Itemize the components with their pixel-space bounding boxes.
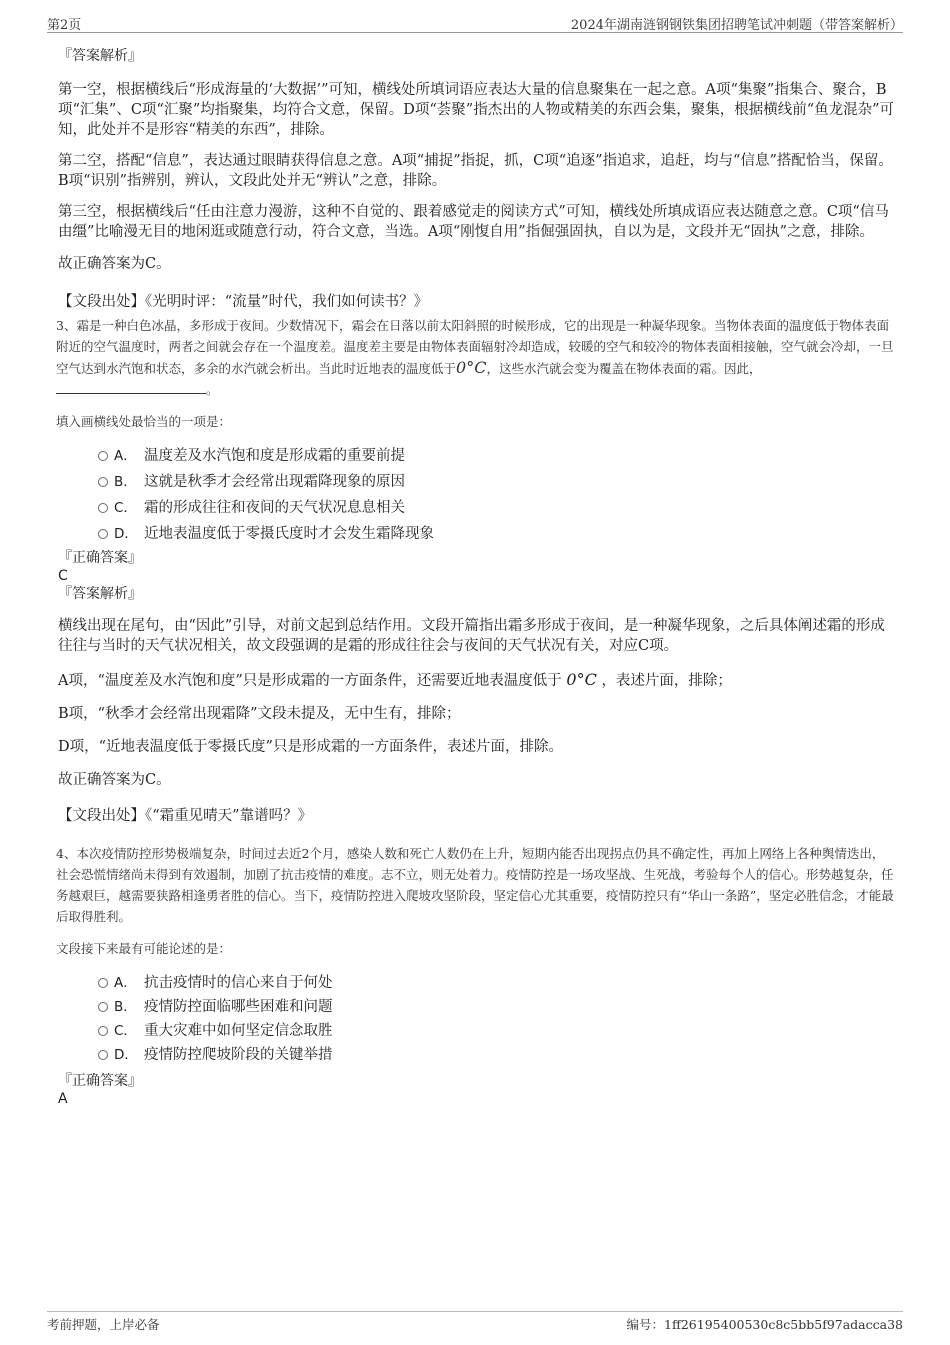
question-3-answer: C	[58, 568, 68, 584]
radio-icon[interactable]	[98, 978, 108, 988]
document-id: 编号：1ff26195400530c8c5bb5f97adacca38	[626, 1317, 903, 1332]
temperature-formula: 0°C	[456, 358, 487, 377]
q3-conclusion: 故正确答案为C。	[58, 772, 171, 788]
question-3-options	[56, 444, 896, 548]
page-header	[47, 14, 903, 33]
page-number: 第2页	[47, 18, 82, 33]
footer-slogan: 考前押题，上岸必备	[47, 1317, 160, 1332]
question-4-prompt: 文段接下来最有可能论述的是：	[56, 941, 232, 956]
correct-label: 『正确答案』	[58, 1073, 142, 1089]
q3-analysis-1: 横线出现在尾句，由“因此”引导，对前文起到总结作用。文段开篇指出霜多形成于夜间，是一种凝华现象，之后具体阐述霜的形成往往与当时的天气状况相关，故文段强调的是霜的形成往往会与夜间的天气状况有关，对应C项。	[58, 618, 885, 654]
option-c[interactable]: C． 重大灾难中如何坚定信念取胜	[56, 1019, 896, 1043]
analysis-label: 『答案解析』	[58, 586, 142, 602]
radio-icon[interactable]	[98, 1050, 108, 1060]
option-a[interactable]: A． 温度差及水汽饱和度是形成霜的重要前提	[56, 444, 896, 470]
option-c[interactable]: C． 霜的形成往往和夜间的天气状况息息相关	[56, 496, 896, 522]
page-footer	[47, 1311, 903, 1332]
question-3-prompt: 填入画横线处最恰当的一项是：	[56, 414, 232, 429]
q3-analysis-3: B项，“秋季才会经常出现霜降”文段未提及，无中生有，排除；	[58, 706, 461, 722]
option-b[interactable]: B． 疫情防控面临哪些困难和问题	[56, 995, 896, 1019]
page-content	[56, 46, 896, 1107]
question-4-options	[56, 971, 896, 1067]
option-b[interactable]: B． 这就是秋季才会经常出现霜降现象的原因	[56, 470, 896, 496]
prev-analysis-3: 第三空，根据横线后“任由注意力漫游，这种不自觉的、跟着感觉走的阅读方式”可知，横线处所填成语应表达随意之意。C项“信马由缰”比喻漫无目的地闲逛或随意行动，符合文意，当选。A项“刚愎自用”指倔强固执，自以为是，文段并无“固执”之意，排除。	[58, 204, 889, 240]
q3-analysis-4: D项，“近地表温度低于零摄氏度”只是形成霜的一方面条件，表述片面，排除。	[58, 739, 563, 755]
prev-analysis-1: 第一空，根据横线后“形成海量的‘大数据’”可知，横线处所填词语应表达大量的信息聚集在一起之意。A项“集聚”指集合、聚合，B项“汇集”、C项“汇聚”均指聚集，均符合文意，保留。D项“荟聚”指杰出的人物或精美的东西会集，聚集，根据横线前“鱼龙混杂”可知，此处并不是形容“精美的东西”，排除。	[58, 82, 895, 138]
radio-icon[interactable]	[98, 477, 108, 487]
q3-source: 【文段出处】《“霜重见晴天”靠谱吗？》	[58, 808, 313, 824]
question-4-answer: A	[58, 1091, 68, 1107]
option-a[interactable]: A． 抗击疫情时的信心来自于何处	[56, 971, 896, 995]
document-title: 2024年湖南涟钢钢铁集团招聘笔试冲刺题（带答案解析）	[570, 18, 903, 33]
question-3-text: 3、霜是一种白色冰晶，多形成于夜间。少数情况下，霜会在日落以前太阳斜照的时候形成，它的出现是一种凝华现象。当物体表面的温度低于物体表面附近的空气温度时，两者之间就会存在一个温度差。温度差主要是由物体表面辐射冷却造成，较暖的空气和较冷的物体表面相接触，空气就会冷却，一旦空气达到水汽饱和状态，多余的水汽就会析出。当此时近地表的温度低于0°C，这些水汽就会变为覆盖在物体表面的霜。因此，。	[56, 318, 894, 397]
q3-analysis-2: A项，“温度差及水汽饱和度”只是形成霜的一方面条件，还需要近地表温度低于 0°C ，表述片面，排除；	[58, 670, 732, 689]
option-d[interactable]: D． 疫情防控爬坡阶段的关键举措	[56, 1043, 896, 1067]
question-4-text: 4、本次疫情防控形势极端复杂，时间过去近2个月，感染人数和死亡人数仍在上升，短期内能否出现拐点仍具不确定性，再加上网络上各种舆情迭出，社会恐慌情绪尚未得到有效遏制，加剧了抗击疫情的难度。志不立，则无处着力。疫情防控是一场攻坚战、生死战，考验每个人的信心。形势越复杂，任务越艰巨，越需要狭路相逢勇者胜的信心。当下，疫情防控进入爬坡攻坚阶段，坚定信心尤其重要，疫情防控只有“华山一条路”，坚定必胜信念，才能最后取得胜利。	[56, 846, 894, 924]
option-d[interactable]: D． 近地表温度低于零摄氏度时才会发生霜降现象	[56, 522, 896, 548]
radio-icon[interactable]	[98, 503, 108, 513]
correct-label: 『正确答案』	[58, 550, 142, 566]
radio-icon[interactable]	[98, 1026, 108, 1036]
analysis-label: 『答案解析』	[58, 48, 142, 64]
radio-icon[interactable]	[98, 451, 108, 461]
radio-icon[interactable]	[98, 1002, 108, 1012]
prev-analysis-2: 第二空，搭配“信息”，表达通过眼睛获得信息之意。A项“捕捉”指捉，抓，C项“追逐”指追求，追赶，均与“信息”搭配恰当，保留。B项“识别”指辨别，辨认，文段此处并无“辨认”之意，排除。	[58, 153, 893, 189]
radio-icon[interactable]	[98, 529, 108, 539]
prev-conclusion: 故正确答案为C。	[58, 256, 171, 272]
prev-source: 【文段出处】《光明时评：“流量”时代，我们如何读书？》	[58, 294, 429, 310]
answer-blank	[56, 381, 206, 394]
